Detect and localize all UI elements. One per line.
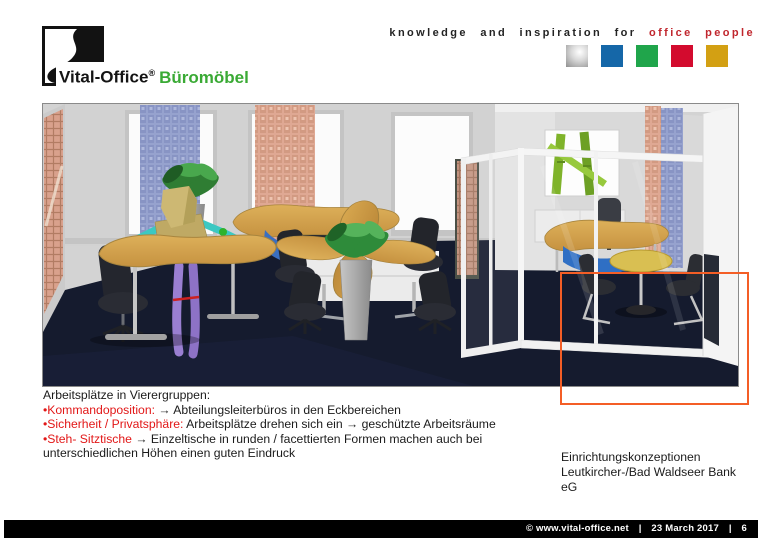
tagline <box>389 27 755 39</box>
bullet-lead: •Sicherheit / Privatsphäre: <box>43 417 184 432</box>
project-caption <box>561 450 736 495</box>
footer-date: 23 March 2017 <box>651 523 719 534</box>
bullet-rest: Arbeitsplätze drehen sich ein → geschützte Arbeitsräume <box>183 417 496 432</box>
palette-square-silver <box>566 45 588 67</box>
brand-name: Vital-Office <box>59 67 149 87</box>
palette-square-red <box>671 45 693 67</box>
footer-bar <box>4 520 758 538</box>
bullet-text-block <box>43 388 496 461</box>
bamboo-picture <box>545 130 619 196</box>
footer-separator: | <box>728 523 732 534</box>
registered-mark: ® <box>148 68 156 78</box>
bullet-lead: •Kommandoposition: <box>43 402 155 417</box>
caption-line: eG <box>561 480 578 494</box>
bullet-line <box>43 446 496 461</box>
bullet-line <box>43 432 496 447</box>
interior-curtain-blue <box>661 108 683 268</box>
bullet-lead: •Steh- Sitztische <box>43 431 132 446</box>
caption-line: Leutkircher-/Bad Waldseer Bank <box>561 465 736 479</box>
palette-square-blue <box>601 45 623 67</box>
bullet-rest: → Abteilungsleiterbüros in den Eckbereichen <box>155 402 401 417</box>
palette-squares <box>566 45 728 67</box>
footer-page-number: 6 <box>741 523 747 534</box>
palette-square-gold <box>706 45 728 67</box>
highlight-box <box>560 272 749 405</box>
bullet-line <box>43 417 496 432</box>
body-title: Arbeitsplätze in Vierergruppen: <box>43 388 211 402</box>
logo-wordmark <box>56 62 254 89</box>
footer-separator: | <box>638 523 642 534</box>
product-name: Büromöbel <box>159 67 249 87</box>
footer-copyright: © www.vital-office.net <box>525 523 629 534</box>
bullet-line <box>43 403 496 418</box>
bullet-rest: → Einzeltische in runden / facettierten Formen machen auch bei <box>131 431 483 446</box>
tagline-highlight: office people <box>648 27 755 39</box>
bullet-rest: unterschiedlichen Höhen einen guten Eindruck <box>43 446 296 461</box>
palette-square-green <box>636 45 658 67</box>
caption-line: Einrichtungskonzeptionen <box>561 450 701 464</box>
tagline-prefix: knowledge and inspiration for <box>389 27 637 39</box>
